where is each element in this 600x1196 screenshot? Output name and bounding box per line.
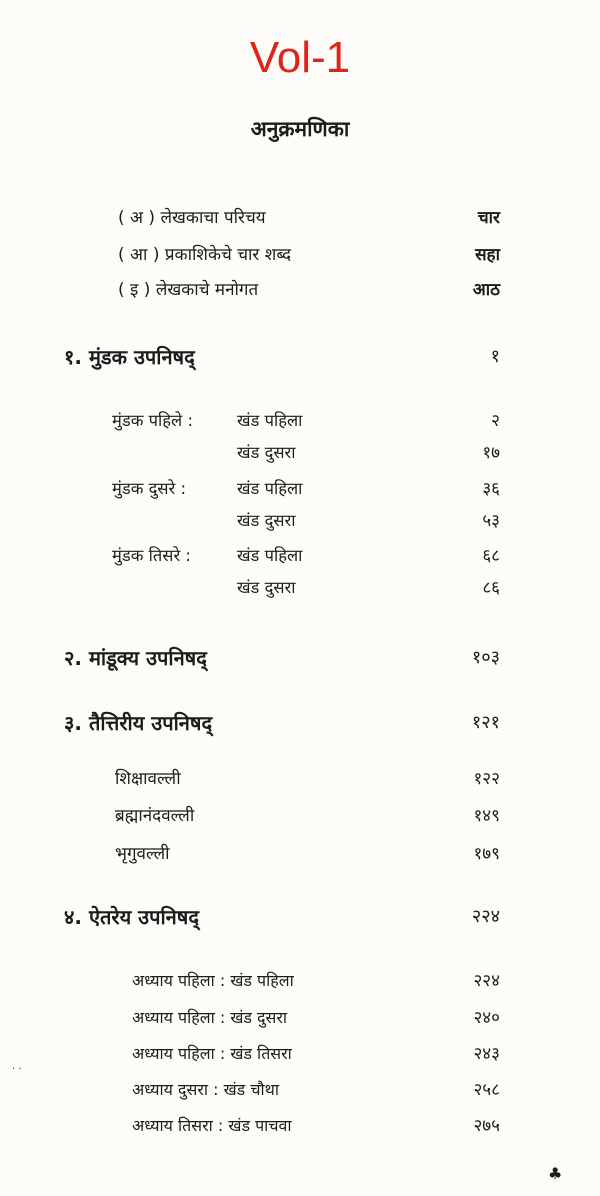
khand-label: खंड दुसरा — [237, 443, 296, 462]
toc-entry-mundak[interactable] — [0, 406, 600, 436]
toc-entry-adhyay[interactable] — [0, 966, 600, 996]
entry-label: शिक्षावल्ली — [115, 769, 181, 789]
khand-label: खंड पहिला — [237, 546, 303, 565]
khand-label: खंड दुसरा — [237, 511, 296, 530]
toc-entry-adhyay[interactable] — [0, 1003, 600, 1033]
toc-section-taittiriya[interactable] — [0, 708, 600, 738]
toc-entry-prelim[interactable] — [0, 203, 600, 233]
entry-label: ( अ ) लेखकाचा परिचय — [118, 208, 266, 228]
page-number: २४० — [473, 1008, 500, 1028]
page-number: सहा — [475, 245, 500, 265]
stray-marks: · · — [12, 1064, 22, 1075]
page-number: १२१ — [471, 712, 500, 733]
entry-label: भृगुवल्ली — [115, 844, 170, 864]
page-number: २ — [491, 411, 500, 431]
page-number: २४३ — [473, 1044, 500, 1064]
toc-entry-mundak[interactable] — [0, 573, 600, 603]
entry-label: अध्याय पहिला : खंड पहिला — [132, 971, 294, 990]
toc-section-mundak[interactable] — [0, 342, 600, 372]
toc-entry-mundak[interactable] — [0, 438, 600, 468]
page-number: २२४ — [471, 906, 500, 927]
section-label: ३. तैत्तिरीय उपनिषद् — [64, 711, 213, 735]
entry-label: अध्याय पहिला : खंड दुसरा — [132, 1008, 288, 1027]
toc-entry-adhyay[interactable] — [0, 1075, 600, 1105]
part-label: मुंडक पहिले : — [112, 411, 194, 430]
khand-label: खंड दुसरा — [237, 578, 296, 597]
toc-entry-adhyay[interactable] — [0, 1111, 600, 1141]
entry-label: अध्याय दुसरा : खंड चौथा — [132, 1080, 279, 1099]
toc-section-mandukya[interactable] — [0, 643, 600, 673]
section-label: २. मांडूक्य उपनिषद् — [64, 646, 207, 670]
toc-entry-mundak[interactable] — [0, 474, 600, 504]
entry-label: ( आ ) प्रकाशिकेचे चार शब्द — [118, 245, 292, 265]
page-number: १२२ — [473, 769, 500, 789]
entry-label: अध्याय पहिला : खंड तिसरा — [132, 1044, 292, 1063]
page-number: १४९ — [473, 806, 500, 826]
entry-label: ब्रह्मानंदवल्ली — [115, 806, 195, 826]
page-number: १७ — [482, 443, 500, 463]
entry-label: अध्याय तिसरा : खंड पाचवा — [132, 1116, 292, 1135]
page-number: १ — [490, 346, 500, 367]
page-number: २५८ — [473, 1080, 500, 1100]
entry-label: ( इ ) लेखकाचे मनोगत — [118, 280, 259, 300]
part-label: मुंडक तिसरे : — [112, 546, 191, 565]
section-label: ४. ऐतरेय उपनिषद् — [64, 905, 199, 929]
toc-entry-prelim[interactable] — [0, 275, 600, 305]
club-ornament-icon: ♣ — [548, 1164, 563, 1183]
page-number: २७५ — [473, 1116, 500, 1136]
toc-entry-mundak[interactable] — [0, 541, 600, 571]
page-number: २२४ — [473, 971, 500, 991]
khand-label: खंड पहिला — [237, 479, 303, 498]
toc-entry-valli[interactable] — [0, 839, 600, 869]
toc-entry-valli[interactable] — [0, 801, 600, 831]
page-number: १७९ — [473, 844, 500, 864]
toc-title: अनुक्रमणिका — [250, 117, 350, 141]
page-number: १०३ — [471, 647, 500, 668]
part-label: मुंडक दुसरे : — [112, 479, 187, 498]
page-number: चार — [477, 208, 500, 228]
page-number: ६८ — [482, 546, 500, 566]
page-number: ८६ — [482, 578, 500, 598]
toc-section-aitareya[interactable] — [0, 902, 600, 932]
page-number: आठ — [472, 280, 500, 300]
volume-label: Vol-1 — [249, 33, 351, 82]
toc-entry-valli[interactable] — [0, 764, 600, 794]
page-number: ५३ — [482, 511, 500, 531]
toc-entry-mundak[interactable] — [0, 506, 600, 536]
khand-label: खंड पहिला — [237, 411, 303, 430]
page-number: ३६ — [482, 479, 500, 499]
section-label: १. मुंडक उपनिषद् — [64, 345, 195, 369]
toc-entry-prelim[interactable] — [0, 240, 600, 270]
toc-entry-adhyay[interactable] — [0, 1039, 600, 1069]
